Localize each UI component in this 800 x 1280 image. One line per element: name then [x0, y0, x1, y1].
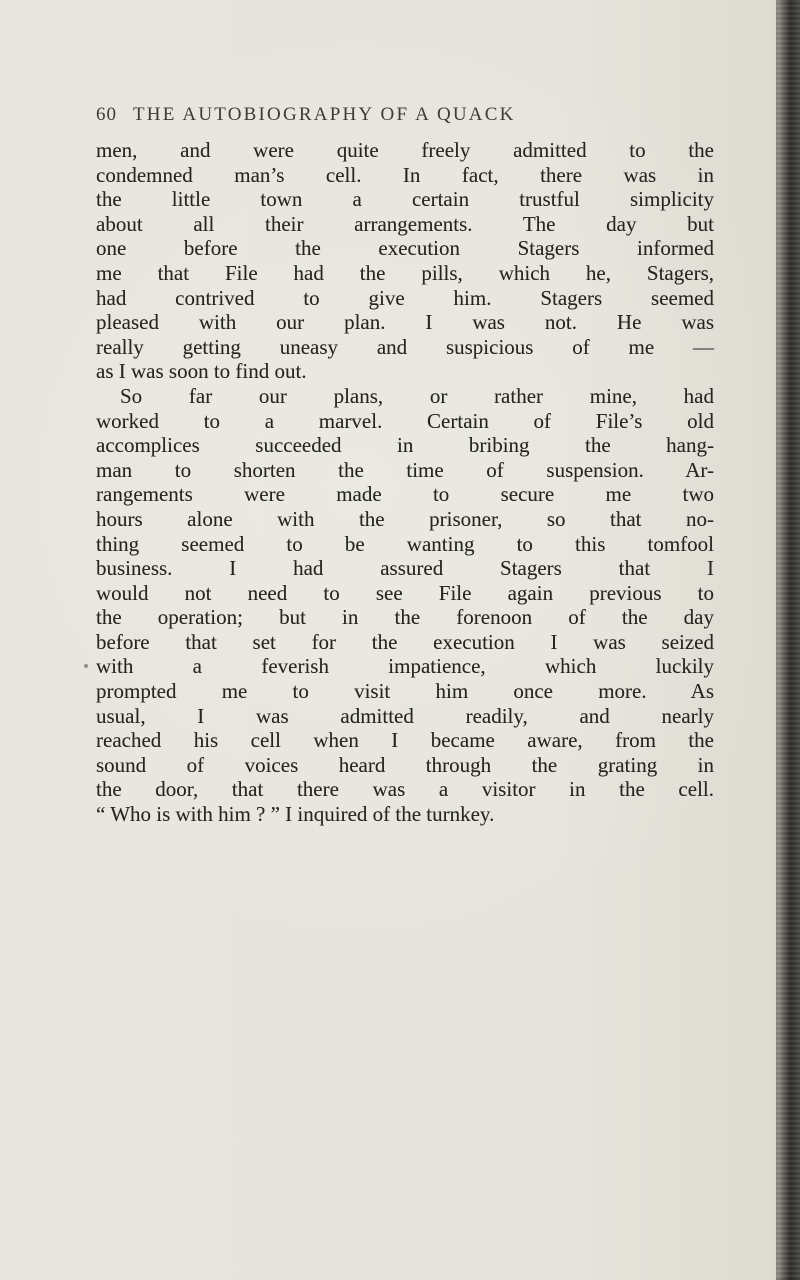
book-title: THE AUTOBIOGRAPHY OF A QUACK [133, 104, 516, 125]
text-line-15: rangements were made to secure me two [96, 482, 714, 507]
text-line-21: before that set for the execution I was seized [96, 629, 714, 654]
text-line-16: hours alone with the prisoner, so that no- [96, 506, 714, 531]
text-line-3: the little town a certain trustful simplicity [96, 187, 714, 212]
text-line-7: had contrived to give him. Stagers seemed [96, 285, 714, 310]
text-line-27: the door, that there was a visitor in the cell. [96, 777, 714, 802]
text-line-12: worked to a marvel. Certain of File’s old [96, 408, 714, 433]
text-line-11: So far our plans, or rather mine, had [120, 383, 714, 408]
text-line-18: business. I had assured Stagers that I [96, 556, 714, 581]
text-line-8: pleased with our plan. I was not. He was [96, 310, 714, 335]
text-line-14: man to shorten the time of suspension. Ar- [96, 457, 714, 482]
text-line-24: usual, I was admitted readily, and nearly [96, 703, 714, 728]
text-line-5: one before the execution Stagers informed [96, 236, 714, 261]
body-text [96, 138, 714, 827]
text-line-13: accomplices succeeded in bribing the hang- [96, 433, 714, 458]
running-head [96, 104, 516, 130]
text-line-25: reached his cell when I became aware, from the [96, 728, 714, 753]
text-line-9: really getting uneasy and suspicious of me — [96, 334, 714, 359]
text-line-20: the operation; but in the forenoon of the day [96, 605, 714, 630]
text-line-28: “ Who is with him ? ” I inquired of the turnkey. [96, 802, 495, 827]
text-line-23: prompted me to visit him once more. As [96, 679, 714, 704]
text-line-1: men, and were quite freely admitted to the [96, 138, 714, 162]
text-line-6: me that File had the pills, which he, Stagers, [96, 260, 714, 285]
text-line-2: condemned man’s cell. In fact, there was in [96, 162, 714, 187]
text-line-22: with a feverish impatience, which luckily [96, 654, 714, 679]
book-edge [776, 0, 800, 1280]
text-line-10: as I was soon to find out. [96, 359, 307, 384]
text-line-26: sound of voices heard through the grating in [96, 752, 714, 777]
margin-ink-mark [84, 664, 88, 668]
text-line-19: would not need to see File again previous to [96, 580, 714, 605]
text-line-4: about all their arrangements. The day but [96, 211, 714, 236]
text-line-17: thing seemed to be wanting to this tomfool [96, 531, 714, 556]
page-number: 60 [96, 104, 117, 125]
